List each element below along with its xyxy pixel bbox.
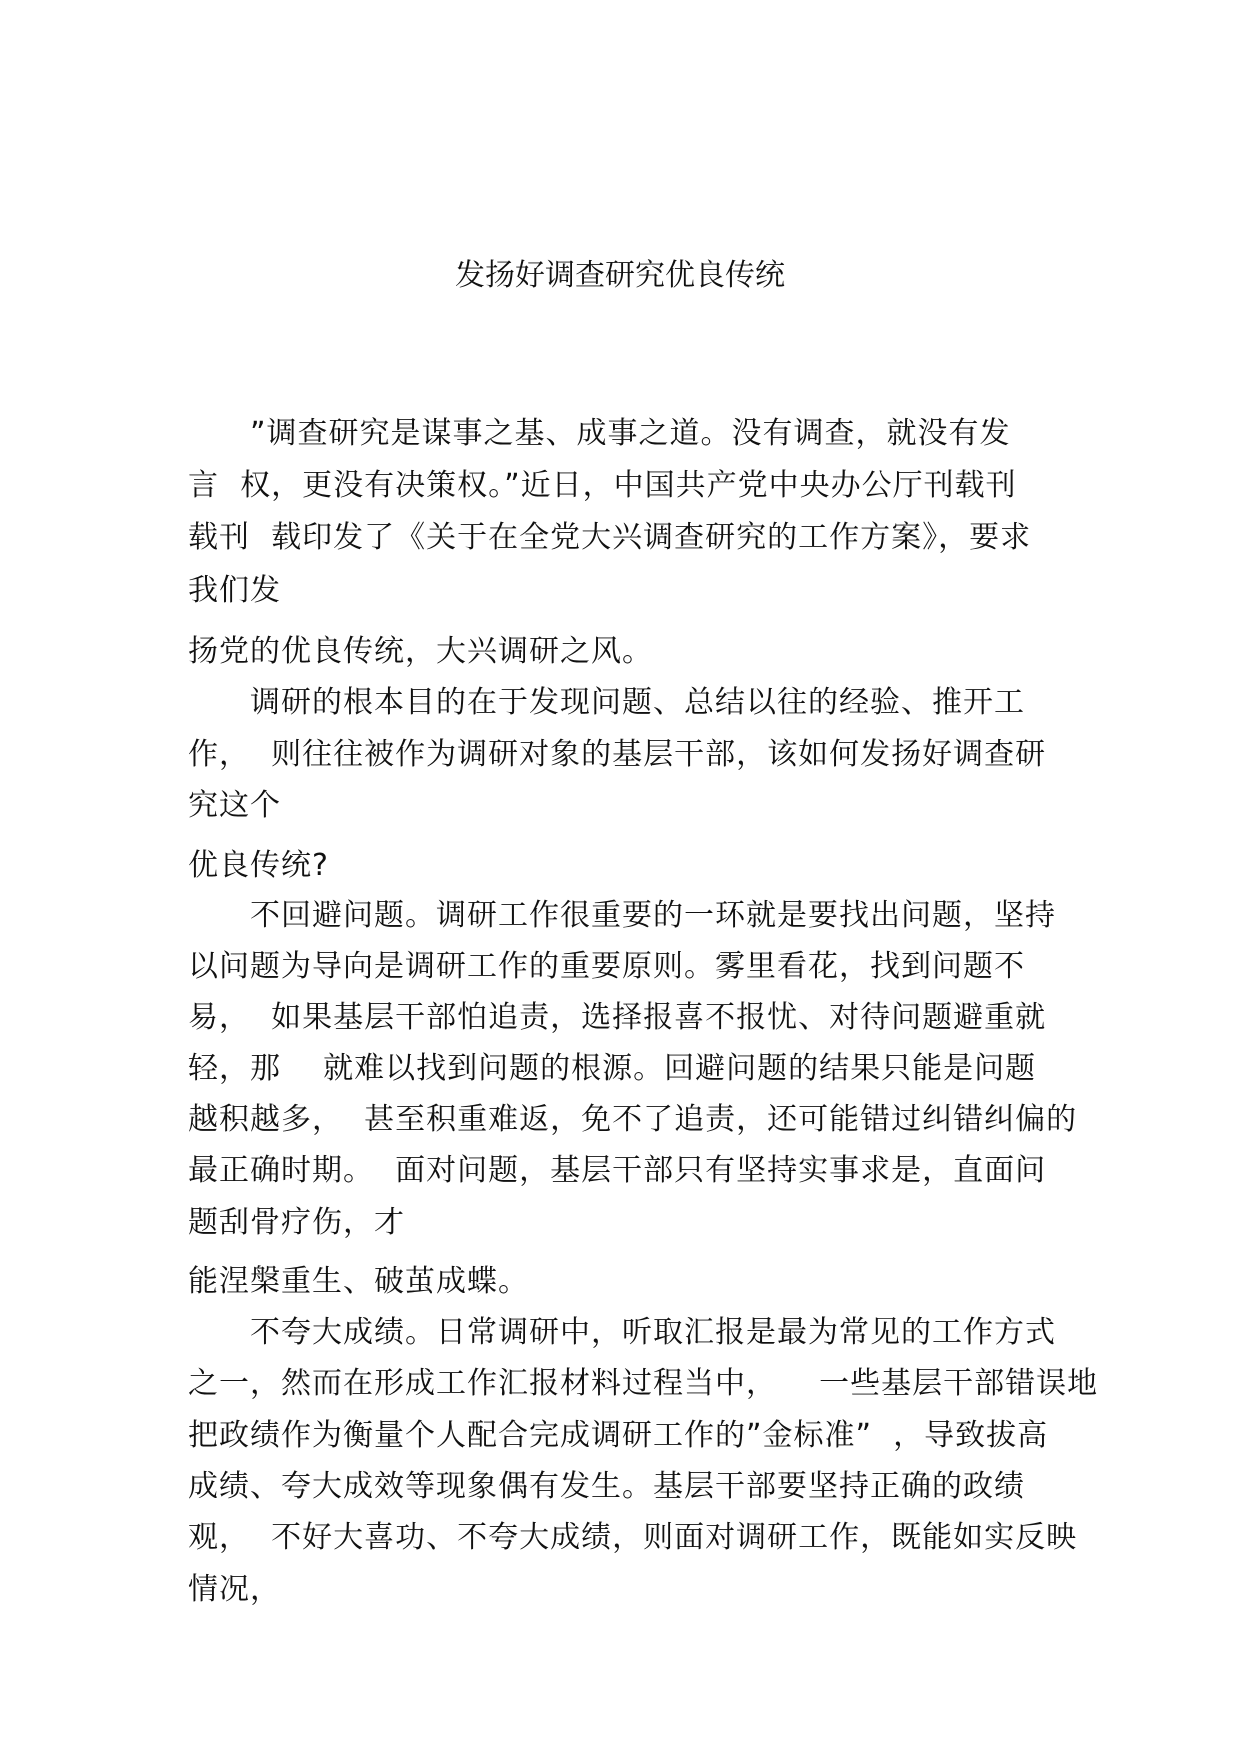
- paragraph-line: 情况，: [188, 1572, 281, 1607]
- paragraph-line: 观， 不好大喜功、不夸大成绩，则面对调研工作，既能如实反映: [188, 1520, 1078, 1555]
- paragraph-line: 不夸大成绩。日常调研中，听取汇报是最为常见的工作方式: [250, 1315, 1056, 1350]
- paragraph-line: 题刮骨疗伤，才: [188, 1205, 405, 1240]
- paragraph-line: 易， 如果基层干部怕追责，选择报喜不报忧、对待问题避重就: [188, 1000, 1047, 1035]
- paragraph-line: 成绩、夸大成效等现象偶有发生。基层干部要坚持正确的政绩: [188, 1469, 1025, 1504]
- paragraph-line: 最正确时期。 面对问题，基层干部只有坚持实事求是，直面问: [188, 1153, 1047, 1188]
- paragraph-line: 优良传统?: [188, 848, 329, 883]
- paragraph-line: 言 权，更没有决策权。”近日，中国共产党中央办公厅刊载刊: [188, 468, 1017, 503]
- paragraph-line: 把政绩作为衡量个人配合完成调研工作的”金标准” ，导致拔高: [188, 1418, 1049, 1453]
- paragraph-line: 作， 则往往被作为调研对象的基层干部，该如何发扬好调查研: [188, 737, 1047, 772]
- paragraph-line: 能涅槃重生、破茧成蝶。: [188, 1264, 529, 1299]
- paragraph-line: ”调查研究是谋事之基、成事之道。没有调查，就没有发: [250, 416, 1011, 451]
- paragraph-line: 越积越多， 甚至积重难返，免不了追责，还可能错过纠错纠偏的: [188, 1102, 1078, 1137]
- paragraph-line: 扬党的优良传统，大兴调研之风。: [188, 634, 653, 669]
- paragraph-line: 不回避问题。调研工作很重要的一环就是要找出问题，坚持: [250, 898, 1056, 933]
- document-title: 发扬好调查研究优良传统: [455, 258, 785, 293]
- paragraph-line: 我们发: [188, 573, 281, 608]
- paragraph-line: 载刊 载印发了《关于在全党大兴调查研究的工作方案》，要求: [188, 520, 1032, 555]
- paragraph-line: 调研的根本目的在于发现问题、总结以往的经验、推开工: [250, 685, 1025, 720]
- paragraph-line: 轻，那 就难以找到问题的根源。回避问题的结果只能是问题: [188, 1051, 1037, 1086]
- paragraph-line: 究这个: [188, 788, 281, 823]
- paragraph-line: 以问题为导向是调研工作的重要原则。雾里看花，找到问题不: [188, 949, 1025, 984]
- paragraph-line: 之一，然而在形成工作汇报材料过程当中， 一些基层干部错误地: [188, 1366, 1099, 1401]
